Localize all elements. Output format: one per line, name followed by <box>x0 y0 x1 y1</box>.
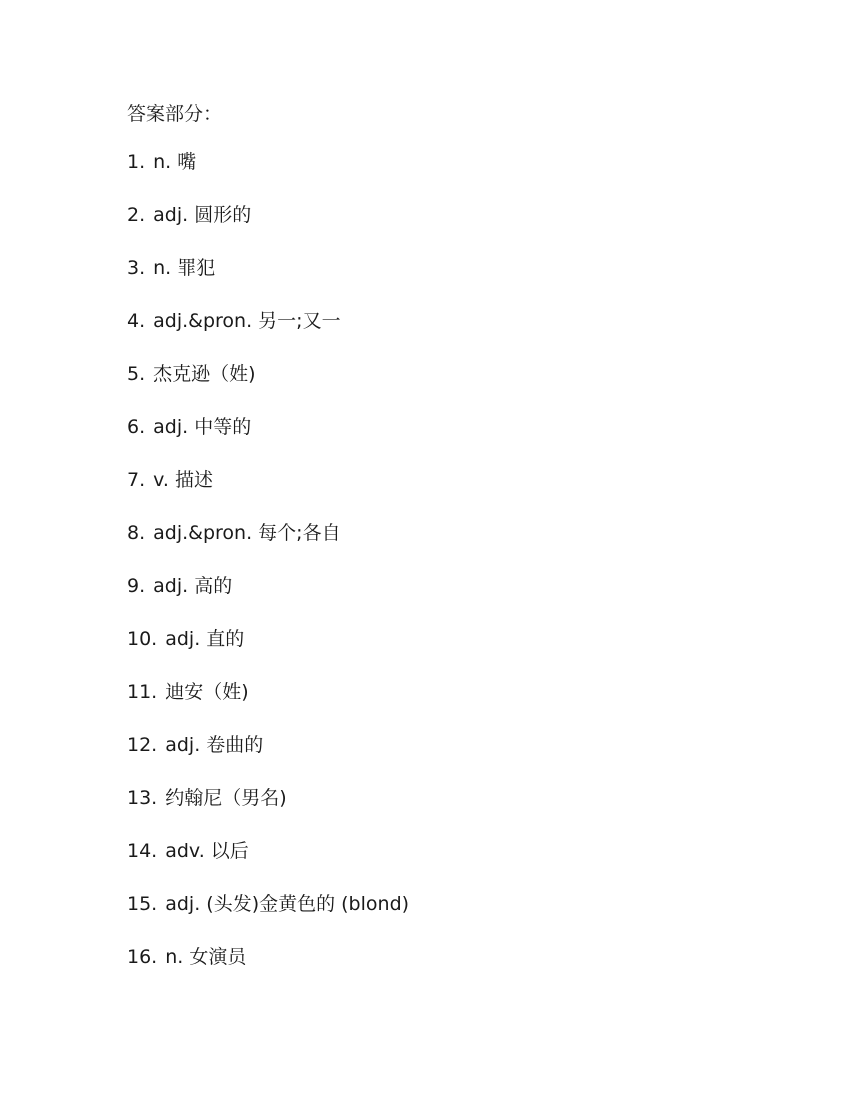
answer-text: 迪安（姓) <box>165 681 249 703</box>
answer-number: 2. <box>127 204 146 226</box>
answer-section-heading: 答案部分： <box>127 103 223 125</box>
answer-number: 13. <box>127 787 158 809</box>
answer-text: n. 女演员 <box>165 946 247 968</box>
answer-number: 11. <box>127 681 158 703</box>
answer-item <box>127 678 409 731</box>
answer-number: 15. <box>127 893 158 915</box>
answer-item <box>127 254 409 307</box>
answer-text: adj.&pron. 每个;各自 <box>153 522 341 544</box>
answer-item <box>127 784 409 837</box>
answer-item <box>127 201 409 254</box>
answer-item <box>127 890 409 943</box>
answer-text: adj. 直的 <box>165 628 245 650</box>
answer-text: 约翰尼（男名) <box>165 787 287 809</box>
answer-text: adj.&pron. 另一;又一 <box>153 310 341 332</box>
answer-item <box>127 307 409 360</box>
answer-item <box>127 943 409 996</box>
answer-text: adj. 卷曲的 <box>165 734 264 756</box>
answer-number: 6. <box>127 416 146 438</box>
answer-number: 5. <box>127 363 146 385</box>
answer-text: n. 罪犯 <box>153 257 216 279</box>
answer-item <box>127 837 409 890</box>
answer-list <box>127 148 409 996</box>
answer-item <box>127 148 409 201</box>
answer-text: adj. 高的 <box>153 575 233 597</box>
answer-item <box>127 519 409 572</box>
answer-text: n. 嘴 <box>153 151 197 173</box>
answer-number: 8. <box>127 522 146 544</box>
answer-number: 3. <box>127 257 146 279</box>
answer-text: adj. (头发)金黄色的 (blond) <box>165 893 410 915</box>
answer-number: 9. <box>127 575 146 597</box>
answer-number: 16. <box>127 946 158 968</box>
answer-text: adv. 以后 <box>165 840 249 862</box>
answer-item <box>127 572 409 625</box>
answer-number: 1. <box>127 151 146 173</box>
answer-number: 12. <box>127 734 158 756</box>
answer-item <box>127 731 409 784</box>
answer-number: 4. <box>127 310 146 332</box>
answer-text: adj. 圆形的 <box>153 204 252 226</box>
answer-text: v. 描述 <box>153 469 213 491</box>
answer-number: 7. <box>127 469 146 491</box>
answer-number: 14. <box>127 840 158 862</box>
answer-number: 10. <box>127 628 158 650</box>
answer-item <box>127 360 409 413</box>
answer-item <box>127 466 409 519</box>
answer-item <box>127 625 409 678</box>
answer-item <box>127 413 409 466</box>
answer-text: adj. 中等的 <box>153 416 252 438</box>
answer-text: 杰克逊（姓) <box>153 363 256 385</box>
